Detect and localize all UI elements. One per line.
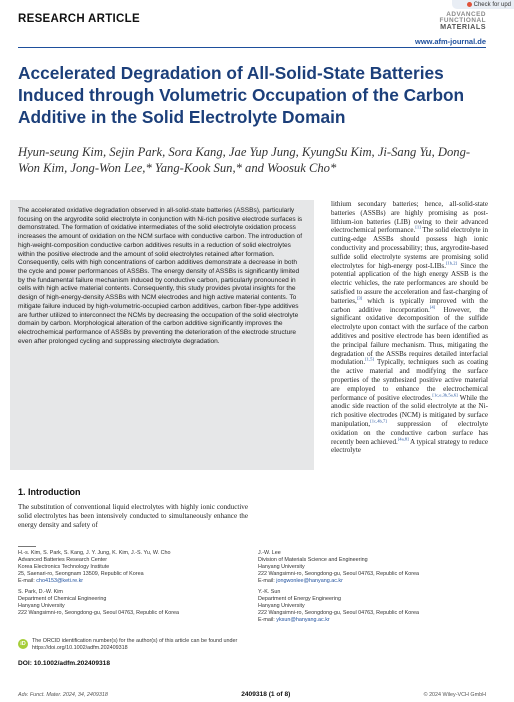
body-paragraph-part: suppression of electrolyte oxidation on the conductive carbon surface has recently been achieved. xyxy=(331,419,488,446)
body-paragraph-part: which is typically improved with the carbon additive incorporation. xyxy=(331,296,488,314)
affiliation-block xyxy=(258,589,488,624)
affiliation-email-row xyxy=(18,578,248,585)
affiliation-email-row xyxy=(258,617,488,624)
body-paragraph-part: The solid electrolyte in cutting-edge ASSBs should possess high ionic conductivity and processability; thus, argyrodite-based sulfide solid electrolyte systems are promising solid electrolytes for high-energy post-LIBs. xyxy=(331,226,488,270)
right-column-text xyxy=(331,200,488,482)
affiliation-line: Hanyang University xyxy=(258,564,305,571)
orcid-icon: iD xyxy=(18,639,28,649)
author-list: Hyun-seung Kim, Sejin Park, Sora Kang, Jae Yup Jung, KyungSu Kim, Ji-Sang Yu, Dong-Won Kim, Jong-Won Lee,* Yang-Kook Sun,* and Woosuk Cho* xyxy=(18,145,471,175)
email-label: E-mail: xyxy=(18,578,37,585)
citation-link[interactable]: [4a,8] xyxy=(397,436,409,442)
body-paragraph-part: Typically, techniques such as coating the active material and modifying the surface properties of the synthesized positive active material are employed to enhance the electrochemical performance of positive electrodes. xyxy=(331,358,488,402)
email-link[interactable]: jongwonlee@hanyang.ac.kr xyxy=(276,578,343,585)
email-label: E-mail: xyxy=(258,617,277,624)
affiliation-line: J.-W. Lee xyxy=(258,550,281,556)
affiliation-line: Korea Electronics Technology Institute xyxy=(18,564,110,571)
affiliation-line: Hanyang University xyxy=(258,603,305,610)
footer-copyright: © 2024 Wiley-VCH GmbH xyxy=(423,691,486,698)
affiliation-block xyxy=(258,550,488,585)
doi-label[interactable]: DOI: 10.1002/adfm.202409318 xyxy=(18,660,111,667)
affiliation-line: 222 Wangsimni-ro, Seongdong-gu, Seoul 04763, Republic of Korea xyxy=(258,610,420,617)
citation-link[interactable]: [1c,4b,7] xyxy=(370,418,387,424)
orcid-text[interactable]: The ORCID identification number(s) for the author(s) of this article can be found under https://doi.org/10.1002/adfm.202409318 xyxy=(32,638,238,651)
abstract-text: The accelerated oxidative degradation observed in all-solid-state batteries (ASSBs), particularly focusing on the argyrodite solid electrolyte in conjunction with Ni-rich positive electrode surfaces is demonstrated. The formation of oxidative intermediates of the solid electrolyte oxidation process increases the amount of oxidation on the NCM surface with conductive carbon. The introduction of high-weight-composition conductive carbon additives results in a reduction of solid electrolytes within the positive electrode and the amount of solid electrolytes retained after formation. Consequently, cells with high concentrations of carbon additives demonstrate a decrease in both the cycle and power performances of ASSBs. The energy density of ASSBs is significantly limited by the fundamental failure mechanism induced by conductive carbon, particularly pronounced in cells with high active material contents. Consequently, this study provides pivotal insights for the design of high-energy-density ASSBs with NCM electrodes and high active material contents. To mitigate failure induced by high-volumetric-occupied carbon additives, carbon fiber-type additives are further utilized to interconnect the NCMs by decreasing the occupation of the solid electrolyte domain by carbon. Morphological alteration of the carbon additive significantly improves the electrochemical performance of ASSBs by preventing the deterioration of the electrode structure even after prolonged cycling and suppressing electrolyte degradation. xyxy=(18,207,303,345)
footer-page-number: 2409318 (1 of 8) xyxy=(241,691,291,698)
affiliation-line: Department of Chemical Engineering xyxy=(18,596,107,603)
affiliation-line: 222 Wangsimni-ro, Seongdong-gu, Seoul 04763, Republic of Korea xyxy=(18,610,180,617)
affiliation-line: 222 Wangsimni-ro, Seongdong-gu, Seoul 04763, Republic of Korea xyxy=(258,571,420,578)
journal-logo-line1: ADVANCED xyxy=(446,11,486,18)
citation-link[interactable]: [1b,2] xyxy=(445,260,458,266)
abstract-box xyxy=(10,200,314,470)
check-for-updates-badge[interactable] xyxy=(452,0,514,9)
affiliation-line: Division of Materials Science and Engineering xyxy=(258,557,368,564)
body-paragraph-part: Since the potential application of the high energy ASSB is the electric vehicles, the rate performances are should be satisfied to assure the acceleration and fast-charging of batteries, xyxy=(331,261,488,305)
introduction-text: The substitution of conventional liquid electrolytes with highly ionic conductive solid electrolytes has been intensively conducted to simultaneously enhance the energy density and safety of xyxy=(18,503,248,529)
section-label: RESEARCH ARTICLE xyxy=(18,13,140,25)
affiliation-line: S. Park, D.-W. Kim xyxy=(18,589,63,596)
article-title: Accelerated Degradation of All-Solid-State Batteries Induced through Volumetric Occupation of the Carbon Additive in the Solid Electrolyte Domain xyxy=(18,63,465,127)
journal-logo-line2: FUNCTIONAL xyxy=(439,17,486,25)
affiliation-block xyxy=(18,550,248,585)
email-link[interactable]: cho4153@keti.re.kr xyxy=(36,578,84,585)
citation-link[interactable]: [1,5] xyxy=(365,356,374,362)
journal-logo-line3: MATERIALS xyxy=(440,22,486,32)
journal-logo xyxy=(439,12,486,31)
citation-link[interactable]: [1] xyxy=(415,225,421,231)
body-paragraph-part: While the anodic side reaction of the solid electrolyte at the Ni-rich positive electrodes (NCM) is mitigated by surface manipulation, xyxy=(331,393,488,428)
affiliation-email-row xyxy=(258,578,488,585)
check-for-updates-label: Check for upd xyxy=(473,1,511,8)
footer-citation: Adv. Funct. Mater. 2024, 34, 2409318 xyxy=(18,691,108,698)
orcid-note xyxy=(18,638,258,652)
citation-link[interactable]: [1c,e,3b,5a,6] xyxy=(432,392,458,398)
affiliation-line: Advanced Batteries Research Center xyxy=(18,557,107,564)
citation-link[interactable]: [3] xyxy=(356,295,363,301)
update-icon xyxy=(467,2,472,7)
email-link[interactable]: yksun@hanyang.ac.kr xyxy=(276,617,330,624)
introduction-heading: 1. Introduction xyxy=(18,487,81,497)
header-divider xyxy=(18,47,486,48)
affiliation-line: Hanyang University xyxy=(18,603,65,610)
affiliation-line: H.-s. Kim, S. Park, S. Kang, J. Y. Jung, K. Kim, J.-S. Yu, W. Cho xyxy=(18,550,171,556)
body-paragraph-part: lithium secondary batteries; hence, all-solid-state batteries (ASSBs) are highly promising as post-lithium-ion batteries (LIB) owing to their advanced electrochemical performance. xyxy=(331,200,488,235)
affiliation-line: Y.-K. Sun xyxy=(258,589,281,596)
affiliation-line: 25, Saenari-ro, Seongnam 13509, Republic of Korea xyxy=(18,571,144,578)
affiliation-line: Department of Energy Engineering xyxy=(258,596,342,603)
body-paragraph-part: A typical strategy to reduce electrolyte xyxy=(331,437,488,455)
affiliation-block xyxy=(18,589,248,617)
affiliation-divider xyxy=(18,546,36,547)
page-footer xyxy=(18,691,486,698)
affiliations-left xyxy=(18,550,248,617)
affiliations-right xyxy=(258,550,488,624)
body-paragraph-part: However, the significant oxidative decomposition of the sulfide electrolyte upon contact with the surface of the carbon additives and positive electrode has been identified as the principal failure mechanism. Thus, mitigating the degradation of the ASSBs requires detailed interfacial modulation. xyxy=(331,305,488,367)
journal-url-link[interactable]: www.afm-journal.de xyxy=(415,37,486,46)
email-label: E-mail: xyxy=(258,578,277,585)
citation-link[interactable]: [4] xyxy=(429,304,436,310)
